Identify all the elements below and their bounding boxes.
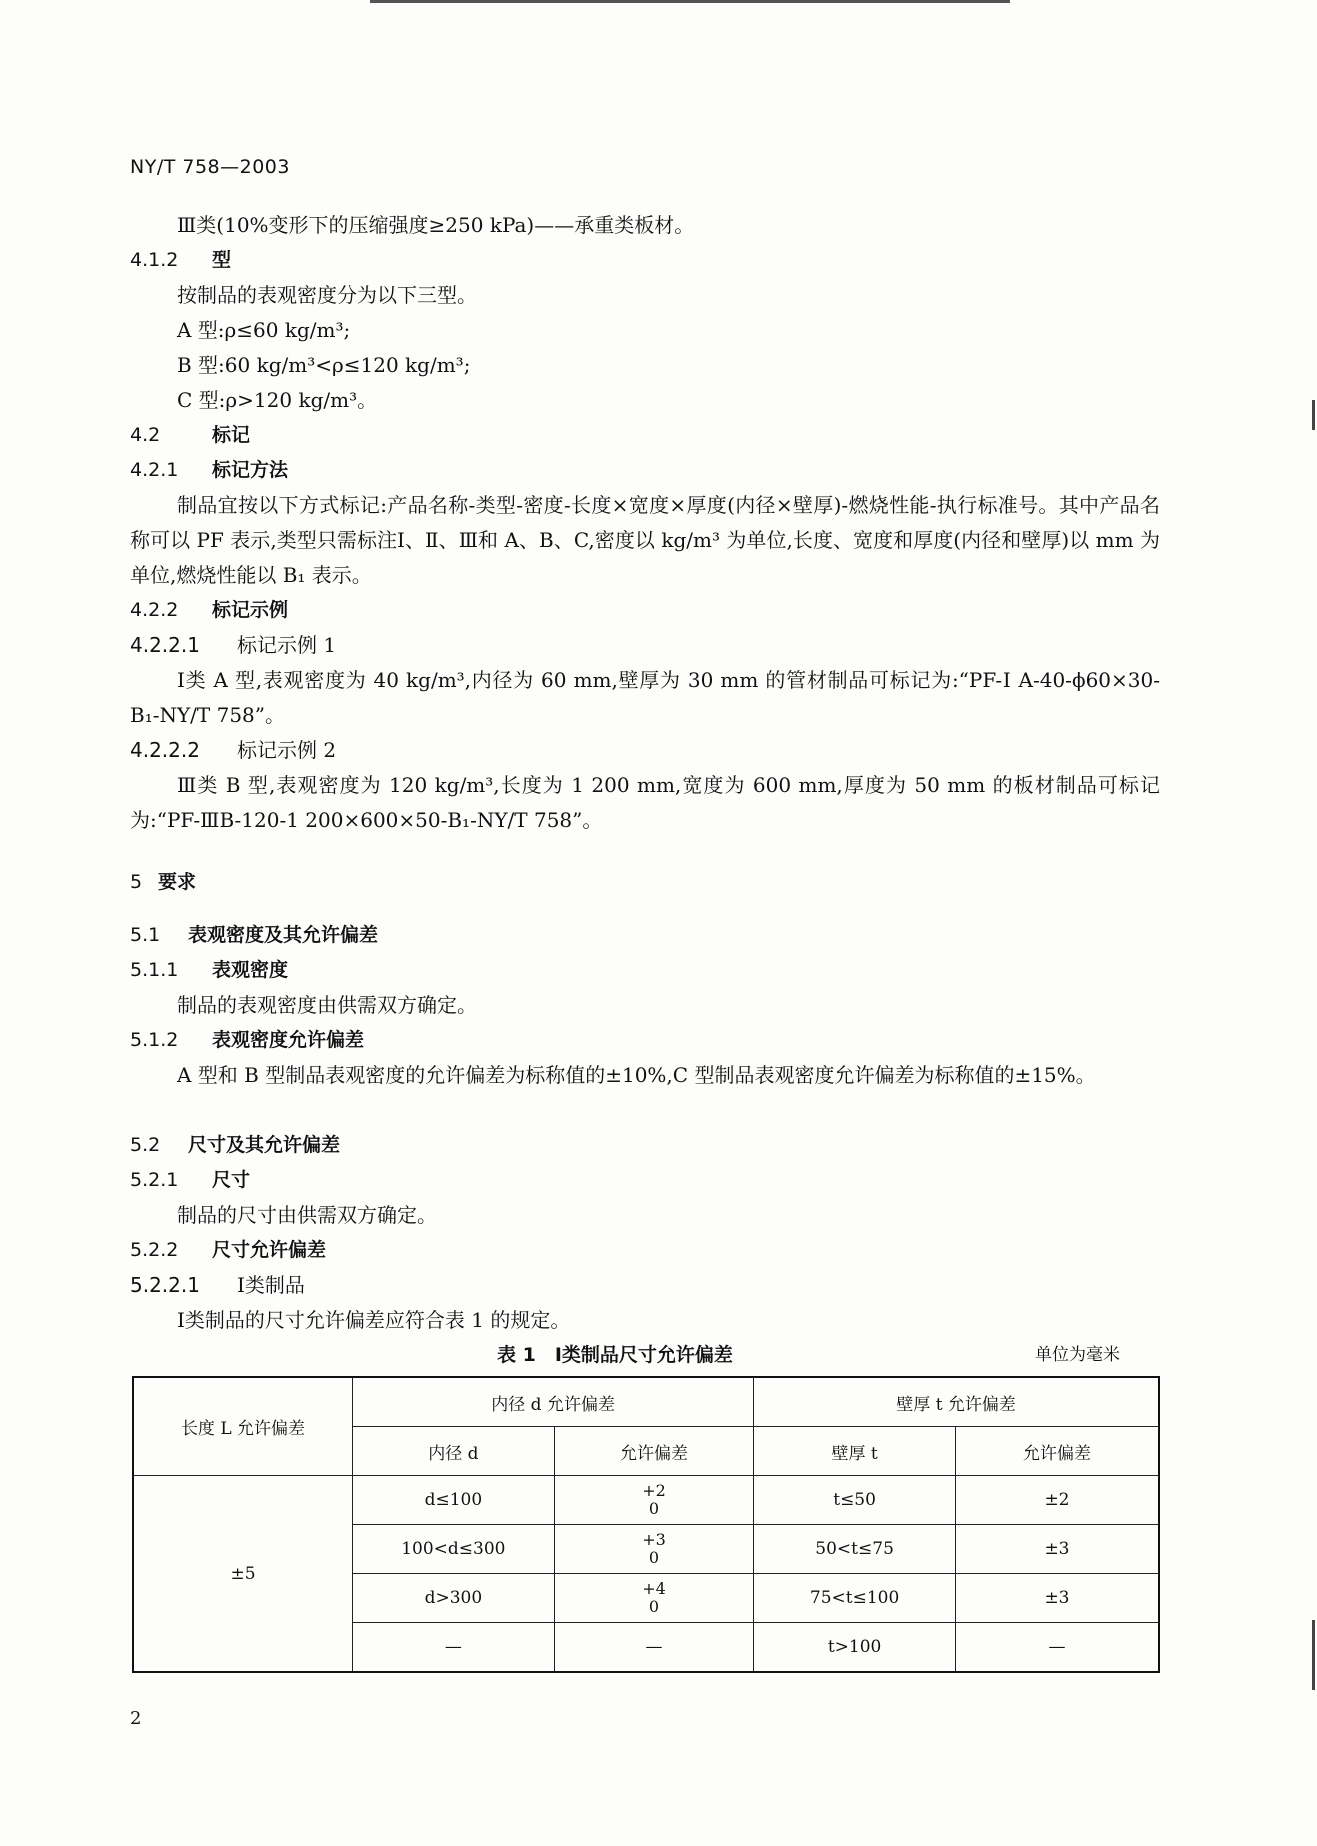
table-header-row <box>133 1377 1159 1427</box>
type-a: A 型:ρ≤60 kg/m³; <box>177 318 351 342</box>
header-wall: 壁厚 t <box>754 1427 956 1476</box>
tolerance-upper: +4 <box>642 1579 666 1598</box>
class-iii-text: Ⅲ类(10%变形下的压缩强度≥250 kPa)——承重类板材。 <box>177 213 695 237</box>
top-rule <box>370 0 1010 3</box>
table-reference-text: Ⅰ类制品的尺寸允许偏差应符合表 1 的规定。 <box>177 1308 571 1332</box>
header-inner: 内径 d <box>352 1427 554 1476</box>
tolerance-table <box>132 1376 1160 1673</box>
section-title: 标记方法 <box>212 459 289 481</box>
header-length-tolerance: 长度 L 允许偏差 <box>133 1377 352 1476</box>
section-number: 4.1.2 <box>130 249 179 271</box>
section-title: Ⅰ类制品 <box>237 1273 305 1297</box>
wall-tolerance-cell: ±3 <box>955 1574 1159 1623</box>
section-4-2-1-heading <box>130 453 288 487</box>
section-number: 5.2 <box>130 1134 161 1156</box>
wall-cell: 50<t≤75 <box>754 1525 956 1574</box>
section-title: 表观密度 <box>212 959 289 981</box>
inner-cell: d≤100 <box>352 1476 554 1525</box>
section-title: 表观密度允许偏差 <box>212 1029 365 1051</box>
section-5-1-2-heading <box>130 1023 364 1057</box>
section-title: 型 <box>212 249 232 271</box>
section-title: 尺寸允许偏差 <box>212 1239 327 1261</box>
header-inner-group: 内径 d 允许偏差 <box>352 1377 753 1427</box>
tolerance-lower: 0 <box>648 1548 660 1567</box>
section-5-1-1-heading <box>130 953 288 987</box>
tolerance-lower: 0 <box>648 1597 660 1616</box>
table-row <box>133 1476 1159 1525</box>
section-title: 要求 <box>158 871 197 893</box>
tolerance-upper: +3 <box>642 1530 666 1549</box>
wall-tolerance-cell: — <box>955 1623 1159 1673</box>
density-tolerance-text: A 型和 B 型制品表观密度的允许偏差为标称值的±10%,C 型制品表观密度允许偏差为标称值的±15%。 <box>177 1063 1096 1087</box>
section-5-heading <box>130 865 196 899</box>
section-number: 4.2.2.2 <box>130 738 200 762</box>
section-4-2-2-1-heading <box>130 628 336 662</box>
inner-tolerance-cell <box>554 1476 754 1525</box>
header-wall-group: 壁厚 t 允许偏差 <box>754 1377 1159 1427</box>
wall-cell: 75<t≤100 <box>754 1574 956 1623</box>
section-4-2-2-heading <box>130 593 288 627</box>
section-number: 5.2.2 <box>130 1239 179 1261</box>
marking-method-text: 制品宜按以下方式标记:产品名称-类型-密度-长度×宽度×厚度(内径×壁厚)-燃烧性能-执行标准号。其中产品名称可以 PF 表示,类型只需标注Ⅰ、Ⅱ、Ⅲ和 A、B、C,密度以 kg/m³ 为单位,长度、宽度和厚度(内径和壁厚)以 mm 为单位,燃烧性能以 B₁ 表示。 <box>130 493 1160 587</box>
header-inner-tolerance: 允许偏差 <box>554 1427 754 1476</box>
header-wall-tolerance: 允许偏差 <box>955 1427 1159 1476</box>
type-b: B 型:60 kg/m³<ρ≤120 kg/m³; <box>177 353 471 377</box>
density-text: 制品的表观密度由供需双方确定。 <box>177 993 477 1017</box>
inner-cell: 100<d≤300 <box>352 1525 554 1574</box>
section-5-2-1-heading <box>130 1163 250 1197</box>
page-number: 2 <box>130 1708 142 1729</box>
size-text: 制品的尺寸由供需双方确定。 <box>177 1203 437 1227</box>
wall-tolerance-cell: ±2 <box>955 1476 1159 1525</box>
section-5-2-2-1-heading <box>130 1268 305 1302</box>
section-5-1-heading <box>130 918 378 952</box>
section-title: 标记 <box>212 424 251 446</box>
wall-cell: t>100 <box>754 1623 956 1673</box>
wall-tolerance-cell: ±3 <box>955 1525 1159 1574</box>
example-2-text: Ⅲ类 B 型,表观密度为 120 kg/m³,长度为 1 200 mm,宽度为 600 mm,厚度为 50 mm 的板材制品可标记为:“PF-ⅢB-120-1 200×600×50-B₁-NY/T 758”。 <box>130 773 1160 832</box>
section-4-2-heading <box>130 418 250 452</box>
section-title: 标记示例 2 <box>237 738 337 762</box>
section-number: 5.2.1 <box>130 1169 179 1191</box>
scan-mark <box>1312 1620 1315 1690</box>
inner-cell: — <box>352 1623 554 1673</box>
section-number: 4.2.2.1 <box>130 633 200 657</box>
section-title: 标记示例 1 <box>237 633 337 657</box>
section-title: 尺寸及其允许偏差 <box>188 1134 341 1156</box>
section-number: 5.2.2.1 <box>130 1273 200 1297</box>
section-5-2-2-heading <box>130 1233 326 1267</box>
section-number: 4.2.2 <box>130 599 179 621</box>
tolerance-upper: +2 <box>642 1481 666 1500</box>
section-number: 5.1 <box>130 924 161 946</box>
section-4-2-2-2-heading <box>130 733 336 767</box>
section-title: 尺寸 <box>212 1169 251 1191</box>
inner-tolerance-cell <box>554 1525 754 1574</box>
section-title: 标记示例 <box>212 599 289 621</box>
table-unit: 单位为毫米 <box>1035 1345 1120 1365</box>
inner-tolerance-cell: — <box>554 1623 754 1673</box>
inner-tolerance-cell <box>554 1574 754 1623</box>
section-5-2-heading <box>130 1128 340 1162</box>
scan-mark <box>1312 400 1315 430</box>
length-tolerance-cell: ±5 <box>133 1476 352 1673</box>
section-number: 5.1.1 <box>130 959 179 981</box>
types-intro: 按制品的表观密度分为以下三型。 <box>177 283 477 307</box>
inner-cell: d>300 <box>352 1574 554 1623</box>
section-number: 4.2.1 <box>130 459 179 481</box>
section-number: 5 <box>130 871 143 893</box>
tolerance-lower: 0 <box>648 1499 660 1518</box>
section-number: 5.1.2 <box>130 1029 179 1051</box>
section-4-1-2-heading <box>130 243 231 277</box>
section-title: 表观密度及其允许偏差 <box>188 924 379 946</box>
doc-code: NY/T 758—2003 <box>130 156 290 178</box>
example-1-text: Ⅰ类 A 型,表观密度为 40 kg/m³,内径为 60 mm,壁厚为 30 mm 的管材制品可标记为:“PF-Ⅰ A-40-ϕ60×30-B₁-NY/T 758”。 <box>130 668 1160 727</box>
wall-cell: t≤50 <box>754 1476 956 1525</box>
section-number: 4.2 <box>130 424 161 446</box>
table-title: 表 1 Ⅰ类制品尺寸允许偏差 <box>497 1344 733 1366</box>
type-c: C 型:ρ>120 kg/m³。 <box>177 388 378 412</box>
